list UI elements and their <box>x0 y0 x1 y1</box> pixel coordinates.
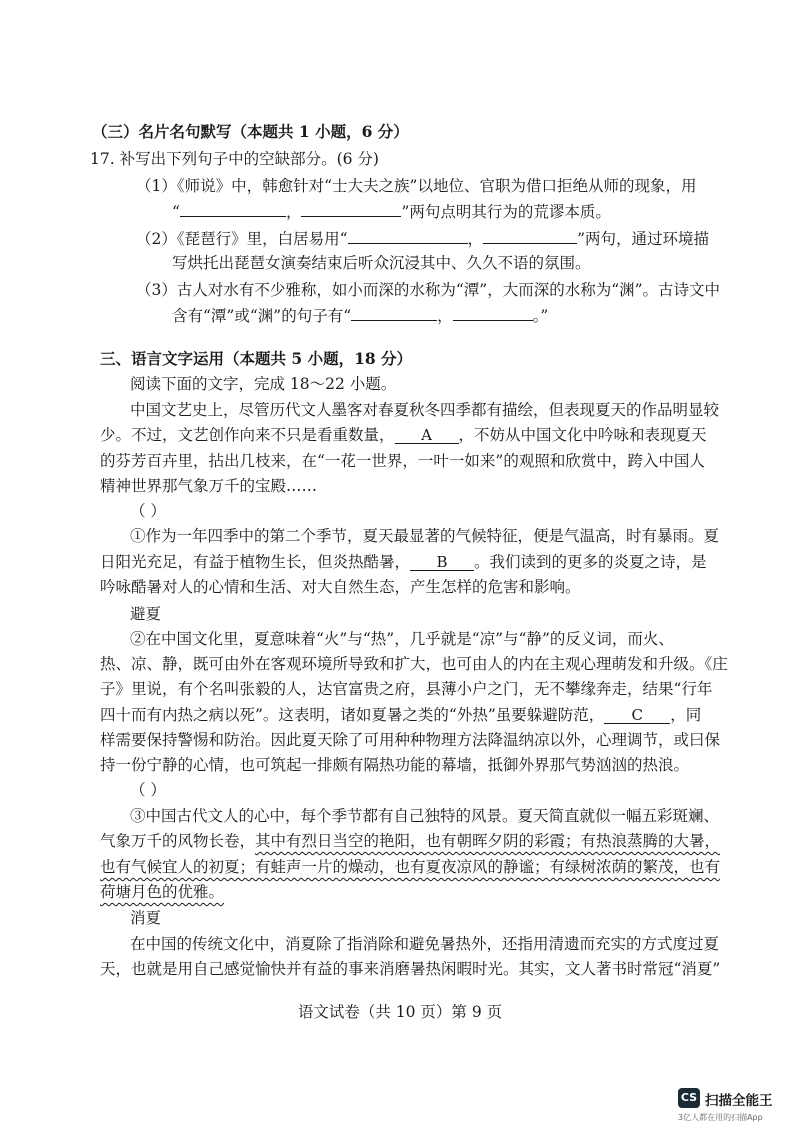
passage-line: 气象万千的风物长卷，其中有烈日当空的艳阳，也有朝晖夕阴的彩霞；有热浪蒸腾的大暑， <box>100 832 721 850</box>
answer-blank <box>351 304 437 321</box>
q17-part2-line1: （2）《琵琶行》里，白居易用“ ， ”两句，通过环境描 <box>136 227 709 250</box>
q17-part1-line2: “ ， ”两句点明其行为的荒谬本质。 <box>172 200 611 223</box>
passage-line: ①作为一年四季中的第二个季节，夏天最显著的气候特征，便是气温高，时有暴雨。夏 <box>130 527 720 545</box>
heading-blank-paren: （ ） <box>130 502 166 520</box>
reading-instructions: 阅读下面的文字，完成 18～22 小题。 <box>130 375 397 393</box>
passage-line: 精神世界那气象万千的宝殿…… <box>100 477 318 495</box>
answer-blank <box>301 200 401 217</box>
passage-line: 在中国的传统文化中，消夏除了指消除和避免暑热外，还指用清遗而充实的方式度过夏 <box>130 935 720 953</box>
q17-part3-line1: （3）古人对水有不少雅称，如小而深的水称为“潭”，大而深的水称为“渊”。古诗文中 <box>136 281 721 299</box>
section-3-header: （三）名片名句默写（本题共 1 小题，6 分） <box>92 122 409 141</box>
section-language-header: 三、语言文字运用（本题共 5 小题，18 分） <box>100 349 413 368</box>
passage-line: 热、凉、静，既可由外在客观环境所导致和扩大，也可由人的内在主观心理萌发和升级。《庄 <box>100 655 728 673</box>
blank-c: C <box>604 707 670 724</box>
passage-line: 天，也就是用自己感觉愉快并有益的事来消磨暑热闲暇时光。其实，文人著书时常冠“消夏” <box>100 960 721 978</box>
q17-part3-line2: 含有“潭”或“渊”的句子有“ ， 。” <box>172 304 548 327</box>
passage-line: 的芬芳百卉里，拈出几枝来，在“一花一世界，一叶一如来”的观照和欣赏中，跨入中国人 <box>100 452 705 470</box>
answer-blank <box>180 200 286 217</box>
answer-blank <box>453 304 533 321</box>
answer-blank <box>348 227 468 244</box>
passage-line: 子》里说，有个名叫张毅的人，达官富贵之府，县薄小户之门，无不攀缘奔走，结果“行年 <box>100 680 713 698</box>
scanner-app-name: 扫描全能王 <box>705 1093 773 1109</box>
passage-line: 四十而有内热之病以死”。这表明，诸如夏暑之类的“外热”虽要躲避防范， C ，同 <box>100 706 702 724</box>
passage-line: ③中国古代文人的心中，每个季节都有自己独特的风景。夏天简直就似一幅五彩斑斓、 <box>130 807 720 825</box>
wavy-underlined-text: 荷塘月色的优雅。 <box>100 883 225 901</box>
subheading-xiaoxia: 消夏 <box>130 909 162 927</box>
subheading-bixia: 避夏 <box>130 605 162 623</box>
passage-line: 持一份宁静的心情，也可筑起一排颇有隔热功能的幕墙，抵御外界那气势汹汹的热浪。 <box>100 756 690 774</box>
scanner-logo-icon: CS <box>678 1088 700 1108</box>
blank-a: A <box>395 427 459 444</box>
scanner-watermark <box>678 1088 790 1128</box>
scanner-tagline: 3亿人都在用的扫描App <box>678 1113 763 1122</box>
q17-part2-line2: 写烘托出琵琶女演奏结束后听众沉浸其中、久久不语的氛围。 <box>172 254 591 272</box>
q17-part1-line1: （1）《师说》中，韩愈针对“士大夫之族”以地位、官职为借口拒绝从师的现象，用 <box>136 177 697 195</box>
passage-line: 样需要保持警惕和防治。因此夏天除了可用种种物理方法降温纳凉以外，心理调节，或曰保 <box>100 731 721 749</box>
page-footer: 语文试卷（共 10 页）第 9 页 <box>297 1003 503 1021</box>
heading-blank-paren: （ ） <box>130 781 166 799</box>
passage-line <box>100 856 720 878</box>
blank-b: B <box>410 554 474 571</box>
answer-blank <box>483 227 577 244</box>
passage-line <box>100 881 224 903</box>
passage-line: 中国文艺史上，尽管历代文人墨客对春夏秋冬四季都有描绘，但表现夏天的作品明显较 <box>130 401 720 419</box>
passage-line: 吟咏酷暑对人的心情和生活、对大自然生态，产生怎样的危害和影响。 <box>100 578 581 596</box>
wavy-underlined-text: 其中有烈日当空的艳阳，也有朝晖夕阴的彩霞；有热浪蒸腾的大暑， <box>255 832 721 850</box>
question-17-stem: 17. 补写出下列句子中的空缺部分。(6 分) <box>90 150 379 168</box>
wavy-underlined-text: 也有气候宜人的初夏；有蛙声一片的燥动，也有夏夜凉风的静谧；有绿树浓荫的繁茂，也有 <box>100 858 721 876</box>
passage-line: 少。不过，文艺创作向来不只是看重数量， A ，不妨从中国文化中吟咏和表现夏天 <box>100 426 707 444</box>
passage-line: 日阳光充足，有益于植物生长，但炎热酷暑， B 。我们读到的更多的炎夏之诗，是 <box>100 553 707 571</box>
passage-line: ②在中国文化里，夏意味着“火”与“热”，几乎就是“凉”与“静”的反义词，而火、 <box>130 630 674 648</box>
